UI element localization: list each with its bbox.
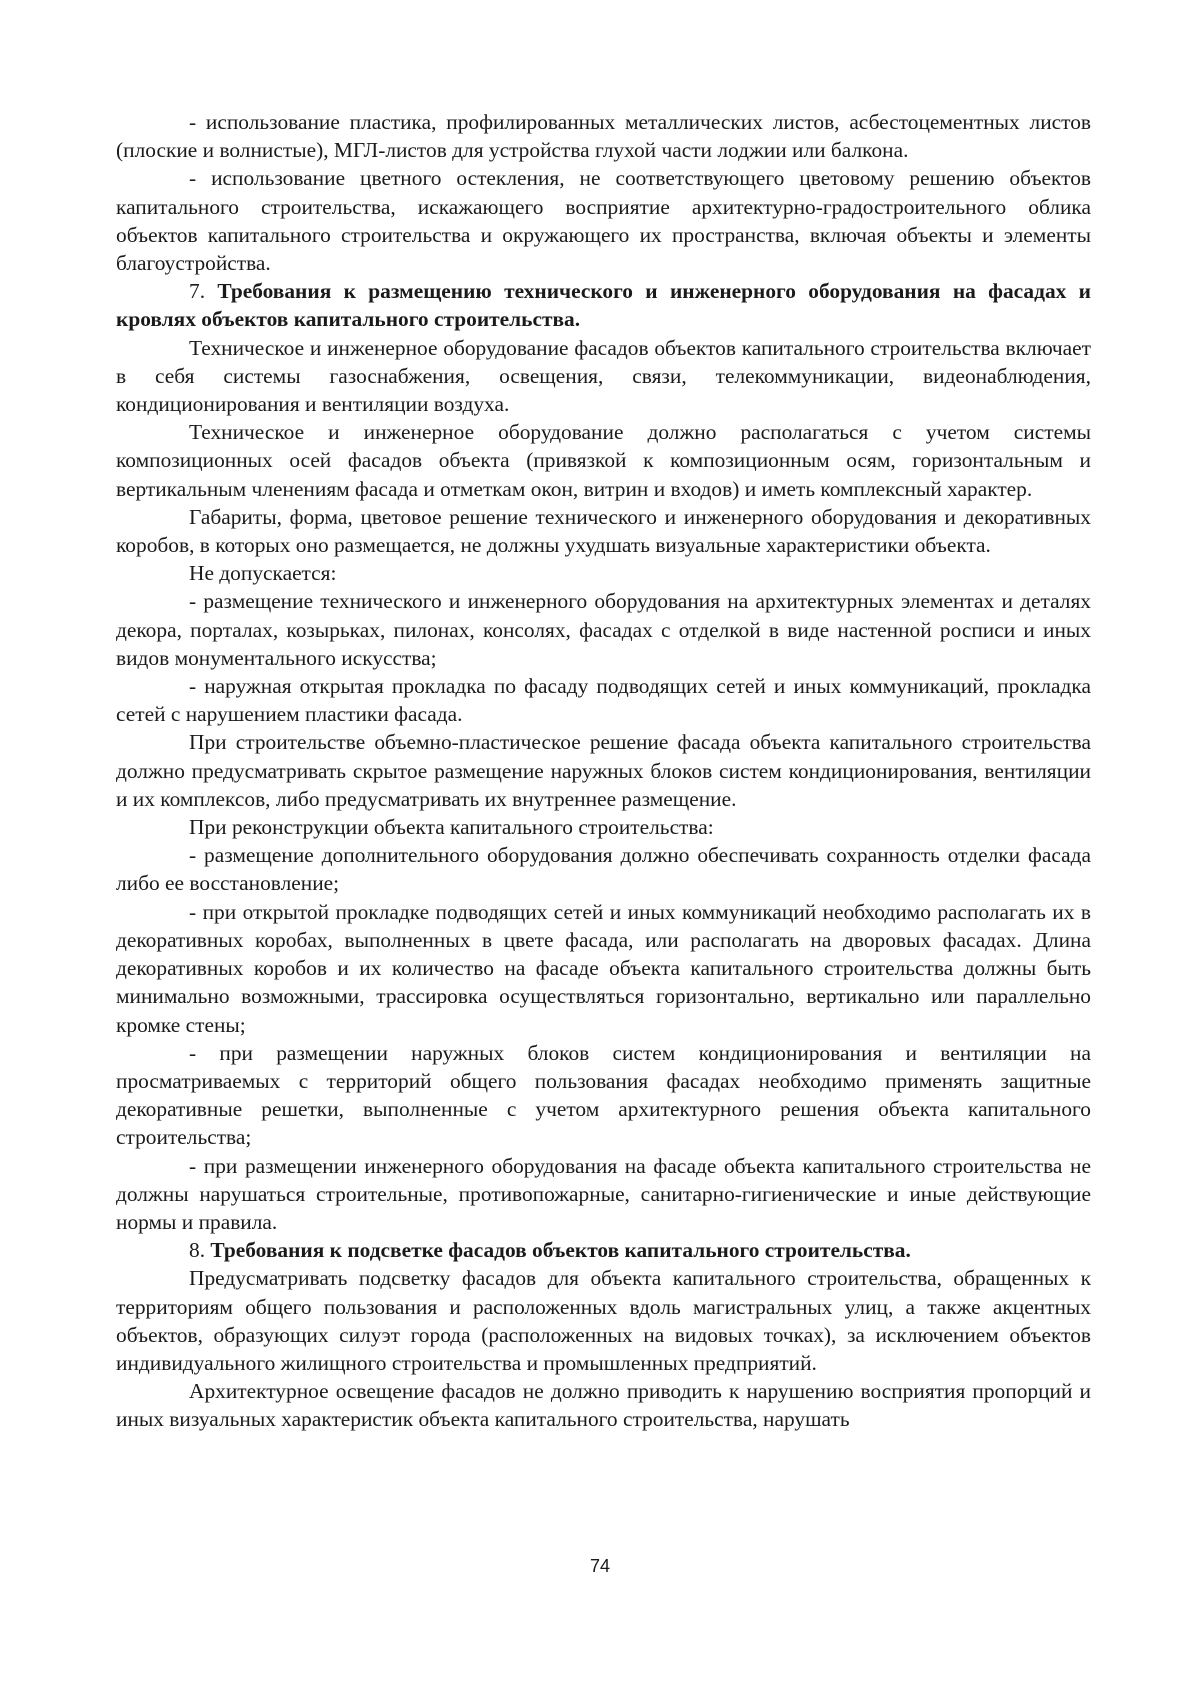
paragraph-5: Техническое и инженерное оборудование должно располагаться с учетом системы композиционных осей фасадов объекта (привязкой к композиционным осям, горизонтальным и вертикальным членениям фасада и отметкам окон, витрин и входов) и иметь комплексный характер.	[116, 420, 1091, 501]
paragraph-4: Техническое и инженерное оборудование фасадов объектов капитального строительства включает в себя системы газоснабжения, освещения, связи, телекоммуникации, видеонаблюдения, кондиционирования и вентиляции воздуха.	[116, 335, 1091, 417]
section-heading-8	[116, 1236, 1091, 1264]
paragraph-17: Предусматривать подсветку фасадов для объекта капитального строительства, обращенных к территориям общего пользования и расположенных вдоль магистральных улиц, а также акцентных объектов, образующих силуэт города (расположенных на видовых точках), за исключением объектов индивидуального жилищного строительства и промышленных предприятий.	[116, 1266, 1091, 1375]
paragraph-11: При реконструкции объекта капитального строительства:	[189, 815, 714, 840]
document-page	[116, 108, 1091, 1434]
paragraph-15: - при размещении инженерного оборудования на фасаде объекта капитального строительства не должны нарушаться строительные, противопожарные, санитарно-гигиенические и иные действующие нормы и правила.	[116, 1153, 1091, 1234]
paragraph-2: - использование цветного остекления, не соответствующего цветовому решению объектов капитального строительства, искажающего восприятие архитектурно-градостроительного облика объектов капитального строительства и окружающего их пространства, включая объекты и элементы благоустройства.	[116, 166, 1091, 276]
paragraph-9: - наружная открытая прокладка по фасаду подводящих сетей и иных коммуникаций, прокладка сетей с нарушением пластики фасада.	[116, 674, 1091, 727]
section-title: Требования к подсветке фасадов объектов капитального строительства.	[210, 1238, 911, 1263]
paragraph-18: Архитектурное освещение фасадов не должно приводить к нарушению восприятия пропорций и иных визуальных характеристик объекта капитального строительства, нарушать	[116, 1379, 1091, 1432]
paragraph-14: - при размещении наружных блоков систем кондиционирования и вентиляции на просматриваемых с территорий общего пользования фасадах необходимо применять защитные декоративные решетки, выполненные с учетом архитектурного решения объекта капитального строительства;	[116, 1040, 1091, 1150]
paragraph-1: - использование пластика, профилированных металлических листов, асбестоцементных листов (плоские и волнистые), МГЛ-листов для устройства глухой части лоджии или балкона.	[116, 110, 1091, 163]
paragraph-6: Габариты, форма, цветовое решение технического и инженерного оборудования и декоративных коробов, в которых оно размещается, не должны ухудшать визуальные характеристики объекта.	[116, 504, 1091, 558]
page-number: 74	[589, 1556, 611, 1576]
section-number: 8.	[189, 1238, 206, 1263]
paragraph-8: - размещение технического и инженерного оборудования на архитектурных элементах и деталях декора, порталах, козырьках, пилонах, консолях, фасадах с отделкой в виде настенной росписи и иных видов монументального искусства;	[116, 589, 1091, 670]
section-heading-7	[116, 277, 1091, 333]
paragraph-13: - при открытой прокладке подводящих сетей и иных коммуникаций необходимо располагать их в декоративных коробах, выполненных в цвете фасада, или располагать на дворовых фасадах. Длина декоративных коробов и их количество на фасаде объекта капитального строительства должны быть минимально возможными, трассировка осуществляться горизонтально, вертикально или параллельно кромке стены;	[116, 899, 1091, 1037]
section-number: 7.	[189, 279, 206, 304]
paragraph-12: - размещение дополнительного оборудования должно обеспечивать сохранность отделки фасада либо ее восстановление;	[116, 843, 1091, 896]
section-title: Требования к размещению технического и инженерного оборудования на фасадах и кровлях объектов капитального строительства.	[116, 279, 1091, 332]
paragraph-7: Не допускается:	[189, 561, 337, 586]
paragraph-10: При строительстве объемно-пластическое решение фасада объекта капитального строительства должно предусматривать скрытое размещение наружных блоков систем кондиционирования, вентиляции и их комплексов, либо предусматривать их внутреннее размещение.	[116, 730, 1091, 811]
